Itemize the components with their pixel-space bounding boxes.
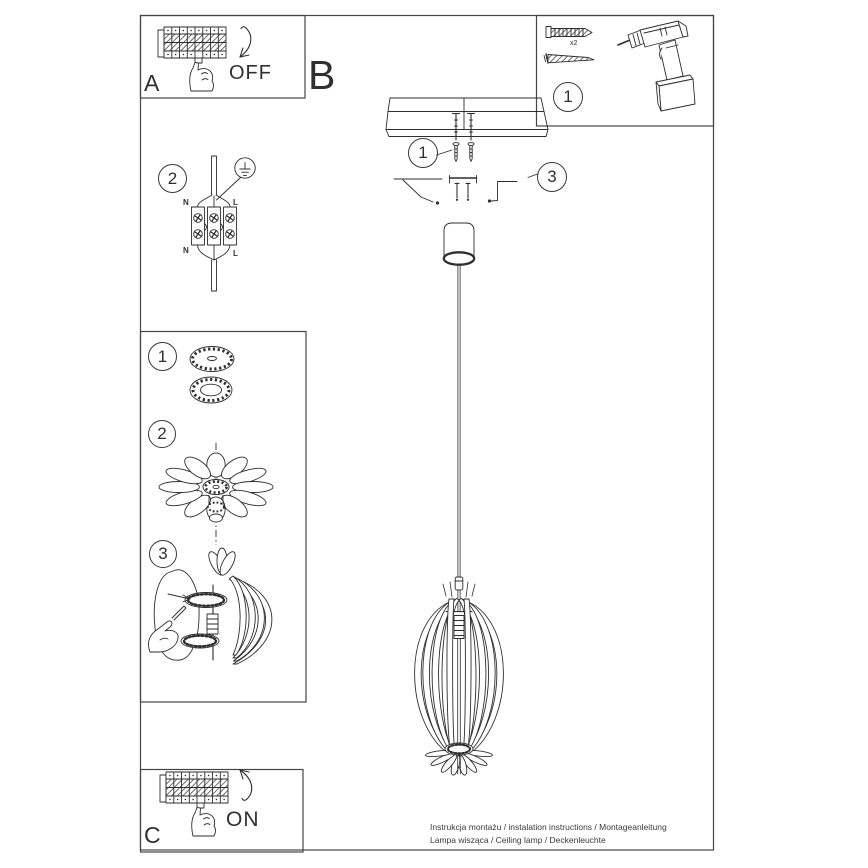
slat-flower-drawing bbox=[159, 443, 273, 545]
suspension-cable bbox=[458, 265, 460, 578]
footer-line-1: Instrukcja montażu / instalation instructions / Montageanleitung bbox=[430, 822, 667, 832]
screw-icon bbox=[544, 54, 594, 63]
footer-line-2: Lampa wisząca / Ceiling lamp / Deckenleuchte bbox=[430, 834, 606, 845]
terminal-label-n-top: N bbox=[183, 198, 189, 207]
callout-1-leader bbox=[437, 150, 453, 155]
off-label: OFF bbox=[229, 62, 272, 84]
curved-arrow-up-icon bbox=[240, 770, 252, 800]
curved-arrow-down-icon bbox=[240, 27, 251, 57]
callout-bracket: 3 bbox=[537, 162, 567, 192]
terminal-label-l-top: L bbox=[233, 198, 238, 207]
footer-text bbox=[430, 821, 667, 846]
callout-discs: 1 bbox=[148, 342, 177, 371]
terminal-label-n-bottom: N bbox=[183, 246, 189, 255]
callout-flower: 2 bbox=[148, 420, 176, 448]
callout-wiring: 2 bbox=[158, 164, 187, 193]
earth-ground-icon bbox=[217, 158, 256, 200]
panel-c-label: C bbox=[144, 822, 161, 848]
mounting-bracket-drawing bbox=[394, 174, 538, 205]
power-drill-icon bbox=[618, 21, 695, 111]
callout-screws: 1 bbox=[408, 138, 438, 168]
plug-quantity-label: x2 bbox=[570, 40, 578, 47]
on-label: ON bbox=[226, 808, 260, 831]
callout-accessories: 1 bbox=[553, 82, 583, 112]
panel-a-label: A bbox=[144, 70, 160, 96]
panel-b-label: B bbox=[308, 52, 336, 98]
callout-insert: 3 bbox=[149, 540, 177, 568]
terminal-label-l-bottom: L bbox=[233, 249, 238, 258]
pendant-lamp-drawing bbox=[415, 223, 504, 776]
cord-grip bbox=[455, 577, 463, 590]
screw-in-plate bbox=[453, 114, 475, 141]
center-rod bbox=[458, 639, 461, 747]
loose-screws bbox=[453, 143, 474, 162]
toothed-discs-drawing bbox=[190, 347, 234, 404]
wiring-diagram bbox=[192, 156, 256, 291]
wall-plug-icon bbox=[546, 27, 592, 38]
